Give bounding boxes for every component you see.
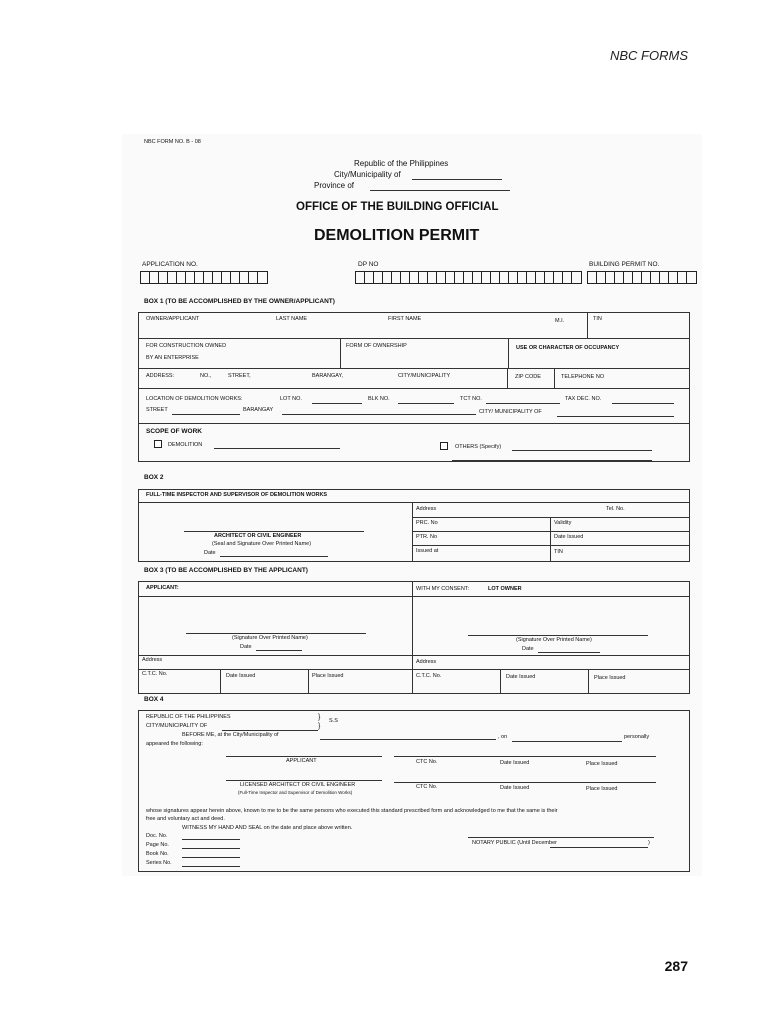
form-number: NBC FORM NO. B - 08 bbox=[144, 139, 201, 145]
series-no-label: Series No. bbox=[146, 860, 172, 866]
applicant-date-label: Date bbox=[240, 644, 252, 650]
first-name-label: FIRST NAME bbox=[388, 316, 422, 322]
city2-label: CITY/ MUNICIPALITY OF bbox=[479, 409, 542, 415]
box2-tin-label: TIN bbox=[554, 549, 563, 555]
city-line[interactable] bbox=[412, 179, 502, 180]
fulltime-label: (Full-Time Inspector and Supervisor of Demolition Works) bbox=[238, 790, 353, 795]
use-occupancy-label: USE OR CHARACTER OF OCCUPANCY bbox=[516, 345, 620, 351]
tax-dec-no-label: TAX DEC. NO. bbox=[565, 396, 602, 402]
inspector-label: FULL-TIME INSPECTOR AND SUPERVISOR OF DEMOLITION WORKS bbox=[146, 492, 328, 498]
building-permit-no-boxes[interactable] bbox=[587, 271, 697, 284]
applicant-place-issued-label: Place Issued bbox=[312, 673, 344, 679]
licensed-label: LICENSED ARCHITECT OR CIVIL ENGINEER bbox=[240, 782, 356, 788]
box1 bbox=[138, 312, 690, 462]
telephone-label: TELEPHONE NO bbox=[561, 374, 605, 380]
box4-ctc-label-1: CTC No. bbox=[416, 759, 438, 765]
ss-label: S.S bbox=[329, 718, 338, 724]
street2-label: STREET bbox=[146, 407, 168, 413]
owner-ctc-label: C.T.C. No. bbox=[416, 673, 442, 679]
whose-signatures-line2: free and voluntary act and deed. bbox=[146, 816, 225, 822]
owner-applicant-label: OWNER/APPLICANT bbox=[146, 316, 200, 322]
by-enterprise-label: BY AN ENTERPRISE bbox=[146, 355, 199, 361]
prc-no-label: PRC. No bbox=[416, 520, 438, 526]
box4-place-issued-label-2: Place Issued bbox=[586, 786, 618, 792]
book-no-label: Book No. bbox=[146, 851, 169, 857]
box1-heading: BOX 1 (TO BE ACCOMPLISHED BY THE OWNER/APPLICANT) bbox=[144, 298, 335, 305]
office-title: OFFICE OF THE BUILDING OFFICIAL bbox=[296, 201, 499, 213]
box2-heading: BOX 2 bbox=[144, 474, 164, 481]
notary-close: ) bbox=[648, 840, 650, 846]
street-label: STREET, bbox=[228, 373, 251, 379]
owner-date-issued-label: Date Issued bbox=[506, 674, 536, 680]
applicant-date-issued-label: Date Issued bbox=[226, 673, 256, 679]
witness-label: WITNESS MY HAND AND SEAL on the date and place above written. bbox=[182, 825, 353, 831]
tct-no-label: TCT NO. bbox=[460, 396, 482, 402]
box3-address-label: Address bbox=[142, 657, 163, 663]
last-name-label: LAST NAME bbox=[276, 316, 308, 322]
personally-label: personally bbox=[624, 734, 650, 740]
box2-tel-label: Tel. No. bbox=[606, 506, 625, 512]
barangay-label: BARANGAY, bbox=[312, 373, 343, 379]
address-label: ADDRESS: bbox=[146, 373, 175, 379]
box4-city-label: CITY/MUNICIPALITY OF bbox=[146, 723, 208, 729]
application-no-boxes[interactable] bbox=[140, 271, 268, 284]
box2-date-issued-label: Date Issued bbox=[554, 534, 584, 540]
mi-label: M.I. bbox=[555, 318, 565, 324]
demolition-permit-form bbox=[122, 134, 702, 876]
whose-signatures-line1: whose signatures appear herein above, known to me to be the same persons who executed this standard prescribed form and acknowledged to me that the same is their bbox=[146, 808, 558, 814]
lot-owner-date-label: Date bbox=[522, 646, 534, 652]
applicant-ctc-label: C.T.C. No. bbox=[142, 671, 168, 677]
blk-no-label: BLK NO. bbox=[368, 396, 390, 402]
appeared-label: appeared the following: bbox=[146, 741, 203, 747]
lot-owner-signature-line[interactable] bbox=[468, 635, 648, 636]
consent-label: WITH MY CONSENT: bbox=[416, 586, 470, 592]
box3-address2-label: Address bbox=[416, 659, 437, 665]
architect-signature-line[interactable] bbox=[184, 531, 364, 532]
box4-ctc-label-2: CTC No. bbox=[416, 784, 438, 790]
others-label: OTHERS (Specify) bbox=[455, 444, 502, 450]
for-construction-label: FOR CONSTRUCTION OWNED bbox=[146, 343, 227, 349]
tin-label: TIN bbox=[593, 316, 602, 322]
ptr-no-label: PTR. No bbox=[416, 534, 438, 540]
page-header: NBC FORMS bbox=[610, 48, 688, 63]
page-number: 287 bbox=[664, 958, 688, 974]
form-of-ownership-label: FORM OF OWNERSHIP bbox=[346, 343, 407, 349]
lot-owner-label: LOT OWNER bbox=[488, 586, 522, 592]
box4-heading: BOX 4 bbox=[144, 696, 164, 703]
lot-no-label: LOT NO. bbox=[280, 396, 302, 402]
barangay2-label: BARANGAY bbox=[243, 407, 274, 413]
location-label: LOCATION OF DEMOLITION WORKS: bbox=[146, 396, 243, 402]
box4-place-issued-label-1: Place Issued bbox=[586, 761, 618, 767]
others-checkbox[interactable] bbox=[440, 442, 448, 450]
republic-label: Republic of the Philippines bbox=[354, 159, 449, 168]
application-no-label: APPLICATION NO. bbox=[142, 261, 198, 268]
province-line[interactable] bbox=[370, 190, 510, 191]
demolition-checkbox[interactable] bbox=[154, 440, 162, 448]
city-municipality-label: CITY/MUNICIPALITY bbox=[398, 373, 451, 379]
applicant-label: APPLICANT: bbox=[146, 585, 179, 591]
demolition-label: DEMOLITION bbox=[168, 442, 203, 448]
zip-code-label: ZIP CODE bbox=[515, 374, 541, 380]
architect-seal-label: (Seal and Signature Over Printed Name) bbox=[212, 541, 312, 547]
applicant-signature-line[interactable] bbox=[186, 633, 366, 634]
on-label: , on bbox=[498, 734, 508, 740]
notary-signature-line[interactable] bbox=[468, 837, 654, 838]
issued-at-label: Issued at bbox=[416, 548, 439, 554]
architect-date-label: Date bbox=[204, 550, 216, 556]
lot-owner-signature-label: (Signature Over Printed Name) bbox=[516, 637, 592, 643]
page-no-label: Page No. bbox=[146, 842, 169, 848]
doc-no-label: Doc. No. bbox=[146, 833, 168, 839]
box2-address-label: Address bbox=[416, 506, 437, 512]
scope-of-work-label: SCOPE OF WORK bbox=[146, 428, 202, 435]
no-label: NO., bbox=[200, 373, 212, 379]
form-title: DEMOLITION PERMIT bbox=[314, 227, 480, 244]
box2 bbox=[138, 489, 690, 562]
box4-republic-label: REPUBLIC OF THE PHILIPPINES bbox=[146, 714, 231, 720]
applicant-signature-label: (Signature Over Printed Name) bbox=[232, 635, 308, 641]
box4-date-issued-label-2: Date Issued bbox=[500, 785, 530, 791]
validity-label: Validity bbox=[554, 520, 572, 526]
province-label: Province of bbox=[314, 181, 355, 190]
architect-label: ARCHITECT OR CIVIL ENGINEER bbox=[214, 533, 302, 539]
box4-date-issued-label-1: Date Issued bbox=[500, 760, 530, 766]
ss-brace: } } bbox=[318, 714, 321, 730]
city-label: City/Municipality of bbox=[334, 170, 401, 179]
dp-no-label: DP NO bbox=[358, 261, 379, 268]
before-me-label: BEFORE ME, at the City/Municipality of bbox=[182, 732, 279, 738]
owner-place-issued-label: Place Issued bbox=[594, 675, 626, 681]
building-permit-no-label: BUILDING PERMIT NO. bbox=[589, 261, 660, 268]
box4-applicant-label: APPLICANT bbox=[286, 758, 317, 764]
notary-label: NOTARY PUBLIC (Until December bbox=[472, 840, 557, 846]
box3-heading: BOX 3 (TO BE ACCOMPLISHED BY THE APPLICANT) bbox=[144, 567, 308, 574]
dp-no-boxes[interactable] bbox=[355, 271, 582, 284]
